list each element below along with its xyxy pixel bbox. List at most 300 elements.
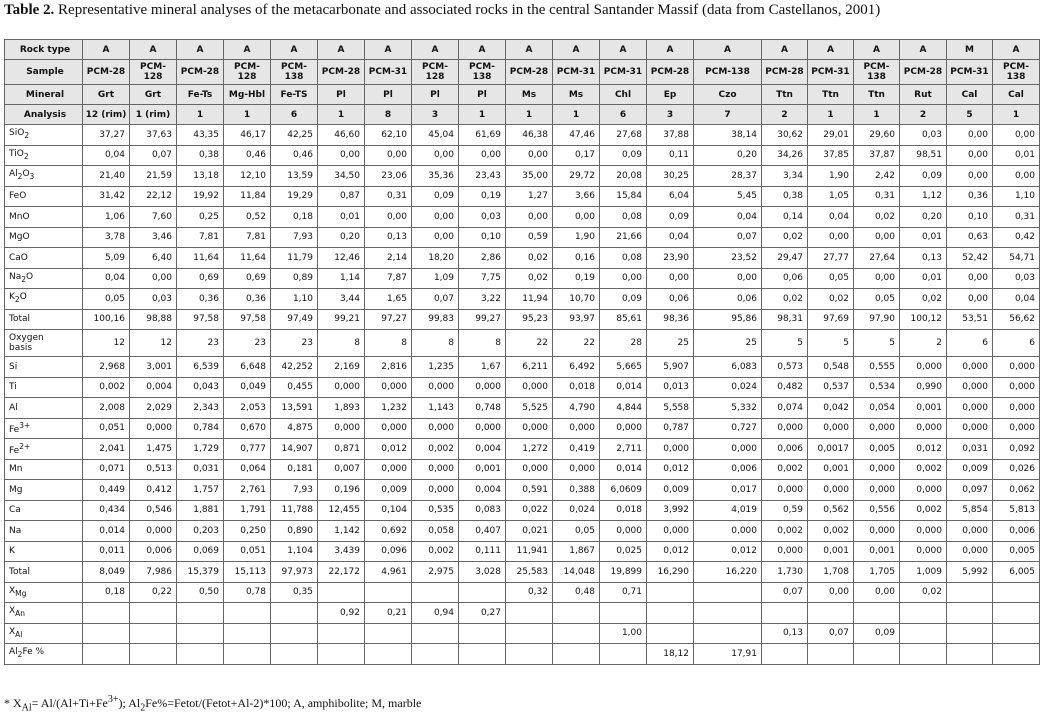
table-cell: 6,211 (506, 357, 553, 378)
table-cell: 22,172 (318, 562, 365, 583)
table-number: Table 2. (4, 2, 55, 18)
table-cell: 1,27 (506, 186, 553, 207)
table-cell: PCM-28 (762, 60, 808, 85)
label-base: X (9, 585, 16, 596)
table-cell: 29,47 (762, 248, 808, 269)
footnote-sup: 3+ (107, 694, 119, 705)
table-cell: 0,021 (506, 521, 553, 542)
table-cell: 30,62 (762, 125, 808, 146)
table-cell: 0,000 (993, 377, 1040, 398)
table-cell: 0,000 (900, 521, 947, 542)
table-cell: 4,019 (694, 500, 762, 521)
table-cell: 98,36 (647, 309, 694, 330)
footnote (4, 694, 421, 713)
table-cell: 37,87 (854, 145, 900, 166)
table-cell: 2,968 (83, 357, 130, 378)
table-cell: 1,791 (224, 500, 271, 521)
table-cell: 0,04 (83, 145, 130, 166)
table-cell: 0,00 (947, 268, 993, 289)
row-label (5, 439, 83, 460)
label-base: Fe % (22, 647, 45, 658)
table-cell: Pl (365, 85, 412, 105)
table-cell (318, 644, 365, 665)
table-cell: 0,000 (506, 418, 553, 439)
label-base: O (19, 292, 27, 303)
table-cell: 0,000 (854, 418, 900, 439)
table-cell: 0,000 (900, 480, 947, 501)
table-cell: 6,005 (993, 562, 1040, 583)
table-cell: 7,87 (365, 268, 412, 289)
row-label (5, 166, 83, 187)
table-cell: 1,232 (365, 398, 412, 419)
table-cell: 6,083 (694, 357, 762, 378)
table-cell: 1,67 (459, 357, 506, 378)
table-cell (506, 603, 553, 624)
table-cell: 0,00 (412, 227, 459, 248)
table-cell: A (694, 40, 762, 60)
row-label (5, 418, 83, 439)
table-cell: 23,43 (459, 166, 506, 187)
table-cell (647, 623, 694, 644)
label-base: Mg (9, 484, 23, 495)
table-cell: 0,59 (506, 227, 553, 248)
table-cell: 1 (459, 105, 506, 125)
table-cell: 0,000 (808, 480, 854, 501)
table-cell (553, 603, 600, 624)
table-cell: 0,014 (600, 459, 647, 480)
table-cell: 1 (rim) (130, 105, 177, 125)
table-cell: 0,026 (993, 459, 1040, 480)
table-cell: 0,002 (83, 377, 130, 398)
table-cell: 25 (647, 330, 694, 357)
table-cell: A (224, 40, 271, 60)
row-label (5, 603, 83, 624)
table-cell: 17,91 (694, 644, 762, 665)
header-label: Sample (5, 60, 83, 85)
table-cell: PCM-128 (224, 60, 271, 85)
table-cell: 2 (762, 105, 808, 125)
table-cell: 0,784 (177, 418, 224, 439)
table-cell: 5,854 (947, 500, 993, 521)
table-cell: 0,692 (365, 521, 412, 542)
table-cell: 0,000 (600, 418, 647, 439)
table-cell: 7,81 (177, 227, 224, 248)
table-cell: 0,02 (762, 227, 808, 248)
table-cell: 12,46 (318, 248, 365, 269)
table-cell: 0,07 (808, 623, 854, 644)
table-cell: 0,00 (506, 207, 553, 228)
row-label (5, 459, 83, 480)
table-cell: 0,36 (947, 186, 993, 207)
table-cell: 2,343 (177, 398, 224, 419)
table-cell: 0,05 (808, 268, 854, 289)
table-cell: 0,46 (271, 145, 318, 166)
table-cell: 3,46 (130, 227, 177, 248)
table-cell: 12,455 (318, 500, 365, 521)
cation-row (5, 439, 1040, 460)
table-cell: 0,031 (947, 439, 993, 460)
table-cell: 28,37 (694, 166, 762, 187)
label-base: Al (9, 647, 18, 658)
table-cell: 0,001 (459, 459, 506, 480)
table-cell: 2,14 (365, 248, 412, 269)
table-cell: 0,001 (854, 541, 900, 562)
header-row-3 (5, 105, 1040, 125)
table-cell: 0,513 (130, 459, 177, 480)
table-cell: 0,20 (318, 227, 365, 248)
table-cell: Ms (553, 85, 600, 105)
table-cell: Grt (130, 85, 177, 105)
table-cell: 0,062 (993, 480, 1040, 501)
table-cell: Cal (993, 85, 1040, 105)
table-cell: 0,000 (318, 418, 365, 439)
table-cell: 1,00 (600, 623, 647, 644)
row-label (5, 268, 83, 289)
table-cell: 1 (224, 105, 271, 125)
table-cell: 0,000 (365, 418, 412, 439)
table-cell: 0,09 (854, 623, 900, 644)
label-sup: 2+ (19, 441, 31, 451)
table-cell: A (318, 40, 365, 60)
table-cell: 46,17 (224, 125, 271, 146)
table-cell: 11,788 (271, 500, 318, 521)
label-base: Total (9, 566, 31, 577)
table-cell: 0,20 (900, 207, 947, 228)
table-cell: 0,000 (762, 418, 808, 439)
table-cell: 7,75 (459, 268, 506, 289)
row-label (5, 309, 83, 330)
table-cell (808, 644, 854, 665)
table-cell: 0,92 (318, 603, 365, 624)
table-cell (130, 623, 177, 644)
table-cell: 0,06 (762, 268, 808, 289)
table-cell: 0,04 (694, 207, 762, 228)
table-cell: 1 (506, 105, 553, 125)
table-cell: 0,042 (808, 398, 854, 419)
row-label (5, 521, 83, 542)
label-sub: 3 (29, 172, 35, 182)
table-cell: 1,867 (553, 541, 600, 562)
table-cell: 0,10 (947, 207, 993, 228)
table-cell: 0,004 (459, 439, 506, 460)
table-cell: 5,558 (647, 398, 694, 419)
table-cell: 22 (506, 330, 553, 357)
table-cell: 0,0017 (808, 439, 854, 460)
table-cell: 6 (271, 105, 318, 125)
table-cell: 1,475 (130, 439, 177, 460)
table-cell: 0,01 (993, 145, 1040, 166)
label-base: Na (9, 271, 22, 282)
table-cell: 5,665 (600, 357, 647, 378)
label-base: O (26, 271, 34, 282)
table-cell: 28 (600, 330, 647, 357)
table-cell: 0,018 (600, 500, 647, 521)
footnote-sub: Al (21, 702, 32, 714)
table-cell: 0,591 (506, 480, 553, 501)
table-cell (83, 603, 130, 624)
table-cell: 5,525 (506, 398, 553, 419)
table-cell: 1,142 (318, 521, 365, 542)
row-label (5, 500, 83, 521)
table-cell: PCM-138 (459, 60, 506, 85)
oxide-row (5, 309, 1040, 330)
table-cell: 0,31 (365, 186, 412, 207)
table-cell: Ttn (808, 85, 854, 105)
table-cell: 0,535 (412, 500, 459, 521)
table-cell: 0,13 (762, 623, 808, 644)
cation-row (5, 398, 1040, 419)
table-cell: A (900, 40, 947, 60)
row-label (5, 227, 83, 248)
table-cell: 22,12 (130, 186, 177, 207)
header-label: Rock type (5, 40, 83, 60)
cation-row (5, 357, 1040, 378)
table-cell: 0,07 (762, 582, 808, 603)
table-cell: 0,000 (947, 521, 993, 542)
table-cell: 0,203 (177, 521, 224, 542)
table-cell: 0,000 (947, 398, 993, 419)
table-cell: 29,01 (808, 125, 854, 146)
table-cell: 0,09 (647, 207, 694, 228)
table-cell: 6 (600, 105, 647, 125)
header-row-1 (5, 60, 1040, 85)
cation-row (5, 459, 1040, 480)
table-cell: 20,08 (600, 166, 647, 187)
table-cell: 1,272 (506, 439, 553, 460)
table-cell (993, 644, 1040, 665)
oxide-row (5, 248, 1040, 269)
table-cell: 0,573 (762, 357, 808, 378)
table-cell: 0,00 (947, 125, 993, 146)
table-cell: 0,14 (762, 207, 808, 228)
table-cell: 0,004 (459, 480, 506, 501)
table-cell: 15,379 (177, 562, 224, 583)
table-cell: 23,06 (365, 166, 412, 187)
table-cell: 4,790 (553, 398, 600, 419)
table-cell: 0,555 (854, 357, 900, 378)
table-cell: 37,85 (808, 145, 854, 166)
cation-row (5, 562, 1040, 583)
table-cell: 0,07 (130, 145, 177, 166)
table-cell: 6,0609 (600, 480, 647, 501)
row-label (5, 145, 83, 166)
table-cell: 0,11 (647, 145, 694, 166)
table-cell: 2 (900, 105, 947, 125)
table-cell: 3 (647, 105, 694, 125)
table-cell: 0,005 (854, 439, 900, 460)
table-cell: PCM-28 (506, 60, 553, 85)
header-label: Analysis (5, 105, 83, 125)
table-cell (808, 603, 854, 624)
table-cell: 7 (694, 105, 762, 125)
row-label (5, 562, 83, 583)
table-cell: 0,35 (271, 582, 318, 603)
table-cell: 0,31 (854, 186, 900, 207)
table-cell: 0,00 (854, 227, 900, 248)
table-cell: 0,00 (412, 145, 459, 166)
fraction-row (5, 623, 1040, 644)
label-base: O (22, 169, 30, 180)
table-cell: 0,03 (993, 268, 1040, 289)
table-cell: 0,02 (900, 289, 947, 310)
table-cell: 0,000 (762, 541, 808, 562)
table-cell: 0,092 (993, 439, 1040, 460)
row-label (5, 582, 83, 603)
table-cell: 6 (993, 330, 1040, 357)
table-cell: 1,235 (412, 357, 459, 378)
footnote-part: Fe%=Fetot/(Fetot+Al-2)*100; A, amphibolite; M, marble (145, 696, 422, 710)
table-cell: PCM-138 (694, 60, 762, 85)
table-cell (318, 623, 365, 644)
table-cell: 0,08 (600, 207, 647, 228)
table-cell: 0,002 (412, 541, 459, 562)
table-cell: 0,69 (177, 268, 224, 289)
table-cell (900, 623, 947, 644)
row-label (5, 541, 83, 562)
table-cell: 0,014 (83, 521, 130, 542)
table-cell (993, 582, 1040, 603)
table-cell: 19,92 (177, 186, 224, 207)
table-cell: 0,990 (900, 377, 947, 398)
table-cell: 0,02 (808, 289, 854, 310)
table-cell: 37,88 (647, 125, 694, 146)
table-cell: 0,00 (993, 125, 1040, 146)
table-cell: 0,548 (808, 357, 854, 378)
table-cell: 0,000 (854, 459, 900, 480)
label-base: K (9, 546, 15, 557)
label-base: X (9, 626, 16, 637)
table-cell: 0,727 (694, 418, 762, 439)
table-cell: Ttn (854, 85, 900, 105)
table-cell: PCM-138 (854, 60, 900, 85)
table-cell: PCM-128 (130, 60, 177, 85)
table-cell: 16,220 (694, 562, 762, 583)
row-label (5, 377, 83, 398)
table-cell: Ms (506, 85, 553, 105)
table-cell: 0,014 (600, 377, 647, 398)
table-cell: 0,00 (808, 227, 854, 248)
table-cell: 0,412 (130, 480, 177, 501)
table-cell (83, 623, 130, 644)
table-cell: 0,000 (318, 377, 365, 398)
table-cell: 23,52 (694, 248, 762, 269)
fraction-row (5, 644, 1040, 665)
table-cell: 0,00 (993, 166, 1040, 187)
table-cell (459, 644, 506, 665)
footnote-sub: 2 (140, 702, 146, 714)
table-cell: 1,65 (365, 289, 412, 310)
label-sub: 2 (23, 151, 29, 161)
table-cell: A (83, 40, 130, 60)
table-cell: 1,757 (177, 480, 224, 501)
table-cell: 0,04 (83, 268, 130, 289)
table-cell: 12 (130, 330, 177, 357)
table-cell: 0,051 (224, 541, 271, 562)
table-cell: 46,38 (506, 125, 553, 146)
table-cell: 6 (947, 330, 993, 357)
label-base: Mn (9, 464, 23, 475)
label-sub: 2 (17, 172, 23, 182)
table-cell: 0,00 (947, 145, 993, 166)
table-cell: 12,10 (224, 166, 271, 187)
table-cell: 98,88 (130, 309, 177, 330)
table-cell: Pl (318, 85, 365, 105)
table-cell: 0,871 (318, 439, 365, 460)
table-cell: 3,001 (130, 357, 177, 378)
label-base: Al (9, 169, 18, 180)
table-cell: 7,93 (271, 480, 318, 501)
table-cell: 23 (271, 330, 318, 357)
table-cell: 0,04 (993, 289, 1040, 310)
table-cell (224, 603, 271, 624)
table-cell: 0,002 (900, 500, 947, 521)
label-base: SiO (9, 128, 25, 139)
table-cell: 25,583 (506, 562, 553, 583)
oxide-row (5, 145, 1040, 166)
table-caption: Representative mineral analyses of the metacarbonate and associated rocks in the central Santander Massif (data from Castellanos, 2001) (58, 2, 881, 18)
table-cell: 0,46 (224, 145, 271, 166)
table-cell (993, 623, 1040, 644)
table-cell: 0,16 (553, 248, 600, 269)
table-cell: 0,00 (647, 268, 694, 289)
table-cell: 0,546 (130, 500, 177, 521)
table-cell: 0,670 (224, 418, 271, 439)
table-cell: 21,59 (130, 166, 177, 187)
table-cell: 11,941 (506, 541, 553, 562)
table-cell: 0,001 (808, 541, 854, 562)
table-cell (694, 623, 762, 644)
table-cell: 0,71 (600, 582, 647, 603)
table-cell: 0,13 (365, 227, 412, 248)
table-cell: 0,02 (506, 248, 553, 269)
table-cell: 0,07 (412, 289, 459, 310)
table-cell (412, 582, 459, 603)
table-cell (854, 644, 900, 665)
table-cell: 0,38 (177, 145, 224, 166)
table-cell: 0,043 (177, 377, 224, 398)
table-cell: 0,009 (365, 480, 412, 501)
table-cell (647, 582, 694, 603)
table-cell: 11,79 (271, 248, 318, 269)
table-cell (318, 582, 365, 603)
table-cell: 0,000 (647, 521, 694, 542)
table-cell: PCM-138 (271, 60, 318, 85)
row-label (5, 207, 83, 228)
label-sub: 2 (24, 131, 30, 141)
table-cell: 0,09 (600, 145, 647, 166)
table-cell: A (993, 40, 1040, 60)
table-cell: 0,012 (900, 439, 947, 460)
table-cell: 0,748 (459, 398, 506, 419)
oxide-row (5, 125, 1040, 146)
table-cell: 0,89 (271, 268, 318, 289)
table-cell: 1 (177, 105, 224, 125)
table-cell (854, 603, 900, 624)
table-cell (130, 644, 177, 665)
table-cell: PCM-28 (647, 60, 694, 85)
table-cell: 0,006 (993, 521, 1040, 542)
table-cell: 23 (177, 330, 224, 357)
table-cell: 4,961 (365, 562, 412, 583)
table-cell: 0,000 (900, 541, 947, 562)
table-cell: PCM-31 (600, 60, 647, 85)
table-cell: 15,84 (600, 186, 647, 207)
table-cell: 5 (947, 105, 993, 125)
table-cell: 0,196 (318, 480, 365, 501)
table-cell: 0,000 (947, 377, 993, 398)
table-cell: 0,21 (365, 603, 412, 624)
table-cell: 53,51 (947, 309, 993, 330)
